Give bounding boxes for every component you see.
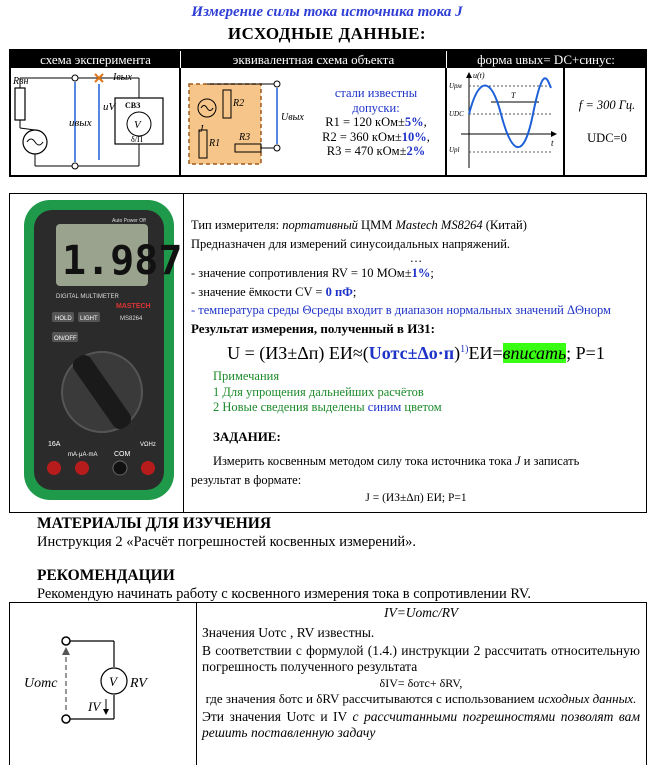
label-udc-axis: UDC	[449, 110, 464, 118]
materials-heading: МАТЕРИАЛЫ ДЛЯ ИЗУЧЕНИЯ	[37, 515, 272, 532]
experiment-schematic	[11, 68, 177, 174]
result-formula: U = (ИЗ±Δп) ЕИ≈(Uотс±Δо·п)$^{1)}$ЕИ=вписать; P=1	[227, 343, 605, 363]
label-u-t: u(t)	[473, 71, 485, 80]
info-line-capacitance: - значение ёмкости CV = 0 пФ;	[191, 284, 357, 299]
voltmeter-schematic	[10, 609, 194, 759]
label-t: t	[551, 138, 554, 148]
col-header-waveform: форма uвых= DC+синус:	[447, 51, 645, 68]
label-upl: Uрl	[449, 146, 460, 154]
port-vohz: VΩHz	[140, 442, 156, 448]
label-upm: Uрм	[449, 82, 462, 90]
recommendations-heading: РЕКОМЕНДАЦИИ	[37, 567, 175, 584]
rec-paragraph-3: где значения δотс и δRV рассчитываются с использованием исходных данных.	[205, 691, 637, 706]
tolerances-block	[309, 86, 443, 159]
label-iv: IV	[88, 699, 101, 714]
info-line-type: Тип измерителя: портативный ЦММ Mastech MS8264 (Китай)	[191, 218, 527, 232]
tolerance-r3: R3 = 470 кОм±2%	[326, 144, 426, 158]
result-title: Результат измерения, полученный в ИЗ1:	[191, 320, 436, 336]
recommendation-table	[9, 602, 647, 765]
voltmeter-schematic-cell	[10, 603, 197, 765]
page-title: Измерение силы тока источника тока J	[191, 4, 463, 20]
info-line-purpose: Предназначен для измерений синусоидальных напряжений.	[191, 236, 511, 251]
materials-text: Инструкция 2 «Расчёт погрешностей косвенных измерений».	[37, 534, 417, 550]
label-u-v: uV	[103, 101, 116, 113]
label-u-out2: Uвых	[281, 112, 304, 123]
waveform-plot	[447, 68, 561, 174]
notes-title: Примечания	[213, 369, 280, 383]
label-v: V	[134, 119, 141, 131]
label-r2: R2	[233, 98, 245, 109]
multimeter-photo-cell	[10, 194, 184, 512]
meter-subtitle: DIGITAL MULTIMETER	[56, 294, 119, 300]
equivalent-schematic	[181, 68, 309, 174]
info-line-temperature: - температура среды Θсреды входит в диапазон нормальных значений ΔΘнорм	[191, 303, 611, 317]
equivalent-schematic-cell	[181, 68, 447, 177]
rec-paragraph-1: Значения Uотс , RV известны.	[202, 625, 375, 640]
label-v-meter: V	[109, 674, 117, 689]
btn-hold: HOLD	[55, 316, 72, 322]
label-i-out: Iвых	[113, 72, 132, 83]
rec-paragraph-2: В соответствии с формулой (1.4.) инструкции 2 рассчитать относительную погрешность полученного результата	[202, 643, 640, 674]
meter-display: 1.987	[62, 238, 183, 284]
btn-light: LIGHT	[80, 316, 98, 322]
task-line-1: Измерить косвенным методом силу тока источника тока J и записать	[213, 454, 580, 468]
note-1: 1 Для упрощения дальнейших расчётов	[213, 384, 424, 399]
udc-value: UDC=0	[587, 131, 627, 145]
port-16a: 16A	[48, 441, 61, 448]
task-title: ЗАДАНИЕ:	[213, 428, 281, 444]
multimeter-illustration	[16, 200, 188, 510]
btn-on-off: ON/OFF	[54, 336, 77, 342]
info-line-resistance: - значение сопротивления RV = 10 МОм±1%;	[191, 266, 434, 280]
meter-auto-label: Auto Power Off	[112, 218, 146, 224]
info-ellipsis: …	[409, 251, 423, 265]
label-rvn: Rвн	[13, 76, 29, 87]
recommendations-text: Рекомендую начинать работу с косвенного измерения тока в сопротивлении RV.	[37, 586, 532, 602]
tolerance-r2: R2 = 360 кОм±10%,	[322, 129, 430, 144]
meter-model: MS8264	[120, 316, 143, 322]
label-u-out: uвых	[69, 117, 92, 129]
recommendation-text	[202, 605, 640, 741]
meter-brand: MASTECH	[116, 303, 151, 310]
initial-data-table	[9, 49, 647, 177]
label-r1: R1	[209, 138, 221, 149]
label-u-otc: Uотс	[24, 676, 58, 691]
tolerance-intro: стали известны	[334, 86, 418, 100]
col-header-equivalent: эквивалентная схема объекта	[181, 51, 447, 68]
port-ma: mA·μA·mA	[68, 452, 98, 458]
instrument-info	[191, 216, 641, 508]
label-period: T	[511, 91, 516, 100]
instrument-table	[9, 193, 647, 513]
delta-formula: δIV= δотс+ δRV,	[379, 676, 463, 690]
experiment-schematic-cell	[11, 68, 181, 177]
label-rv: RV	[130, 676, 147, 691]
frequency-value: f = 300 Гц.	[578, 98, 636, 112]
label-sv3: СВЗ	[125, 101, 141, 110]
note-2: 2 Новые сведения выделены синим цветом	[213, 400, 442, 414]
label-j: J	[199, 124, 204, 135]
params-cell	[567, 68, 647, 177]
waveform-cell	[447, 68, 565, 177]
port-com: COM	[114, 451, 131, 458]
formula-iv: IV=Uотс/RV	[383, 605, 459, 620]
task-line-2: результат в формате:	[191, 472, 302, 487]
notes-block	[213, 369, 641, 416]
col-header-experiment: схема эксперимента	[11, 51, 181, 68]
section-heading-initial-data: ИСХОДНЫЕ ДАННЫЕ:	[227, 24, 427, 43]
label-omega: δ/Π	[131, 135, 143, 144]
tolerance-r1: R1 = 120 кОм±5%,	[325, 115, 427, 129]
tolerance-label: допуски:	[352, 100, 400, 115]
rec-paragraph-4: Эти значения Uотс и IV с рассчитанными погрешностями позволят вам решить поставленную задачу	[202, 709, 640, 740]
label-r3: R3	[239, 132, 251, 143]
task-formula: J = (ИЗ±Δп) ЕИ; P=1	[365, 492, 467, 504]
